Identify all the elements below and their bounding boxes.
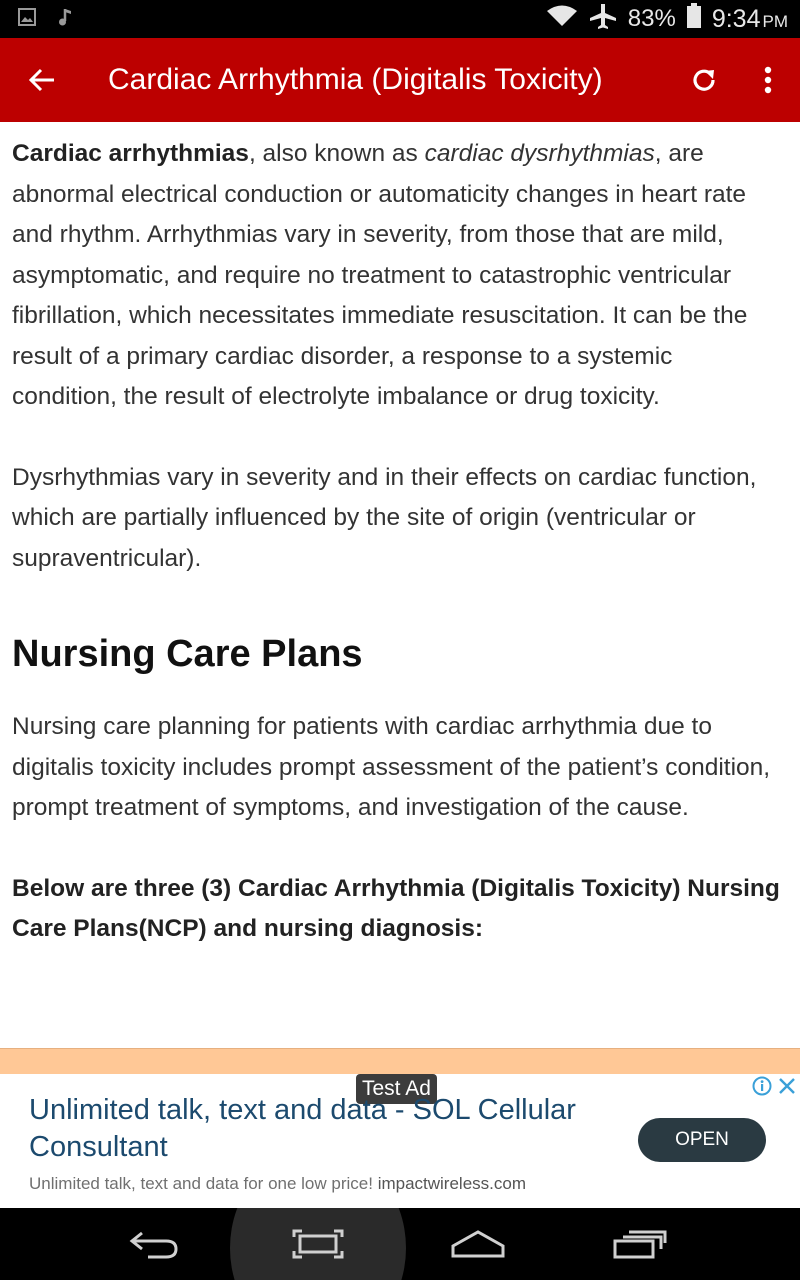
back-button[interactable]	[0, 38, 84, 122]
intro-synonym: cardiac dysrhythmias	[424, 140, 655, 167]
airplane-icon	[588, 2, 618, 37]
arrow-left-icon	[28, 68, 56, 92]
info-icon[interactable]	[752, 1076, 772, 1096]
ad-banner[interactable]	[0, 1074, 800, 1208]
refresh-button[interactable]	[672, 38, 736, 122]
more-options-button[interactable]	[736, 38, 800, 122]
ad-divider	[0, 1048, 800, 1074]
home-icon	[450, 1229, 506, 1259]
navigation-bar	[0, 1208, 800, 1280]
fullscreen-icon	[292, 1229, 344, 1259]
nav-screen-button[interactable]	[278, 1222, 358, 1266]
wifi-icon	[546, 4, 578, 35]
article-content	[12, 122, 782, 950]
nav-recents-button[interactable]	[600, 1222, 680, 1266]
nav-home-button[interactable]	[438, 1222, 518, 1266]
page-title: Cardiac Arrhythmia (Digitalis Toxicity)	[108, 63, 603, 96]
nav-back-icon	[128, 1229, 180, 1259]
test-ad-badge: Test Ad	[356, 1074, 437, 1104]
app-bar	[0, 38, 800, 122]
status-bar	[0, 0, 800, 38]
ad-description: Unlimited talk, text and data for one low price! impactwireless.com	[29, 1174, 526, 1193]
image-icon	[18, 8, 36, 31]
recents-icon	[613, 1229, 667, 1259]
music-icon	[58, 7, 74, 32]
intro-paragraph: Cardiac arrhythmias, also known as cardiac dysrhythmias, are abnormal electrical conduction or automaticity changes in heart rate and rhythm. Arrhythmias vary in severity, from those that are mild, asymptomatic, and require no treatment to catastrophic ventricular fibrillation, which necessitates immediate resuscitation. It can be the result of a primary cardiac disorder, a response to a systemic condition, the result of electrolyte imbalance or drug toxicity.	[12, 140, 748, 410]
clock: 9:34 PM	[711, 4, 788, 33]
ad-domain: impactwireless.com	[377, 1174, 526, 1193]
battery-icon	[686, 3, 702, 36]
more-vert-icon	[764, 66, 772, 94]
nav-back-button[interactable]	[114, 1222, 194, 1266]
intro-term: Cardiac arrhythmias	[12, 140, 249, 167]
refresh-icon	[690, 66, 718, 94]
close-icon[interactable]	[778, 1077, 796, 1095]
ad-headline[interactable]: Unlimited talk, text and data - SOL Cellular Consultant	[29, 1094, 576, 1163]
dysrhythmia-paragraph: Dysrhythmias vary in severity and in their effects on cardiac function, which are partially influenced by the site of origin (ventricular or supraventricular).	[12, 463, 757, 572]
battery-percent: 83%	[627, 5, 676, 32]
care-planning-paragraph: Nursing care planning for patients with cardiac arrhythmia due to digitalis toxicity includes prompt assessment of the patient’s condition, prompt treatment of symptoms, and investigation of the cause.	[12, 713, 771, 821]
section-heading: Nursing Care Plans	[12, 633, 363, 675]
ad-choices[interactable]	[752, 1076, 796, 1096]
open-button[interactable]: OPEN	[638, 1118, 766, 1162]
ncp-list-intro: Below are three (3) Cardiac Arrhythmia (Digitalis Toxicity) Nursing Care Plans(NCP) and nursing diagnosis:	[12, 874, 780, 942]
